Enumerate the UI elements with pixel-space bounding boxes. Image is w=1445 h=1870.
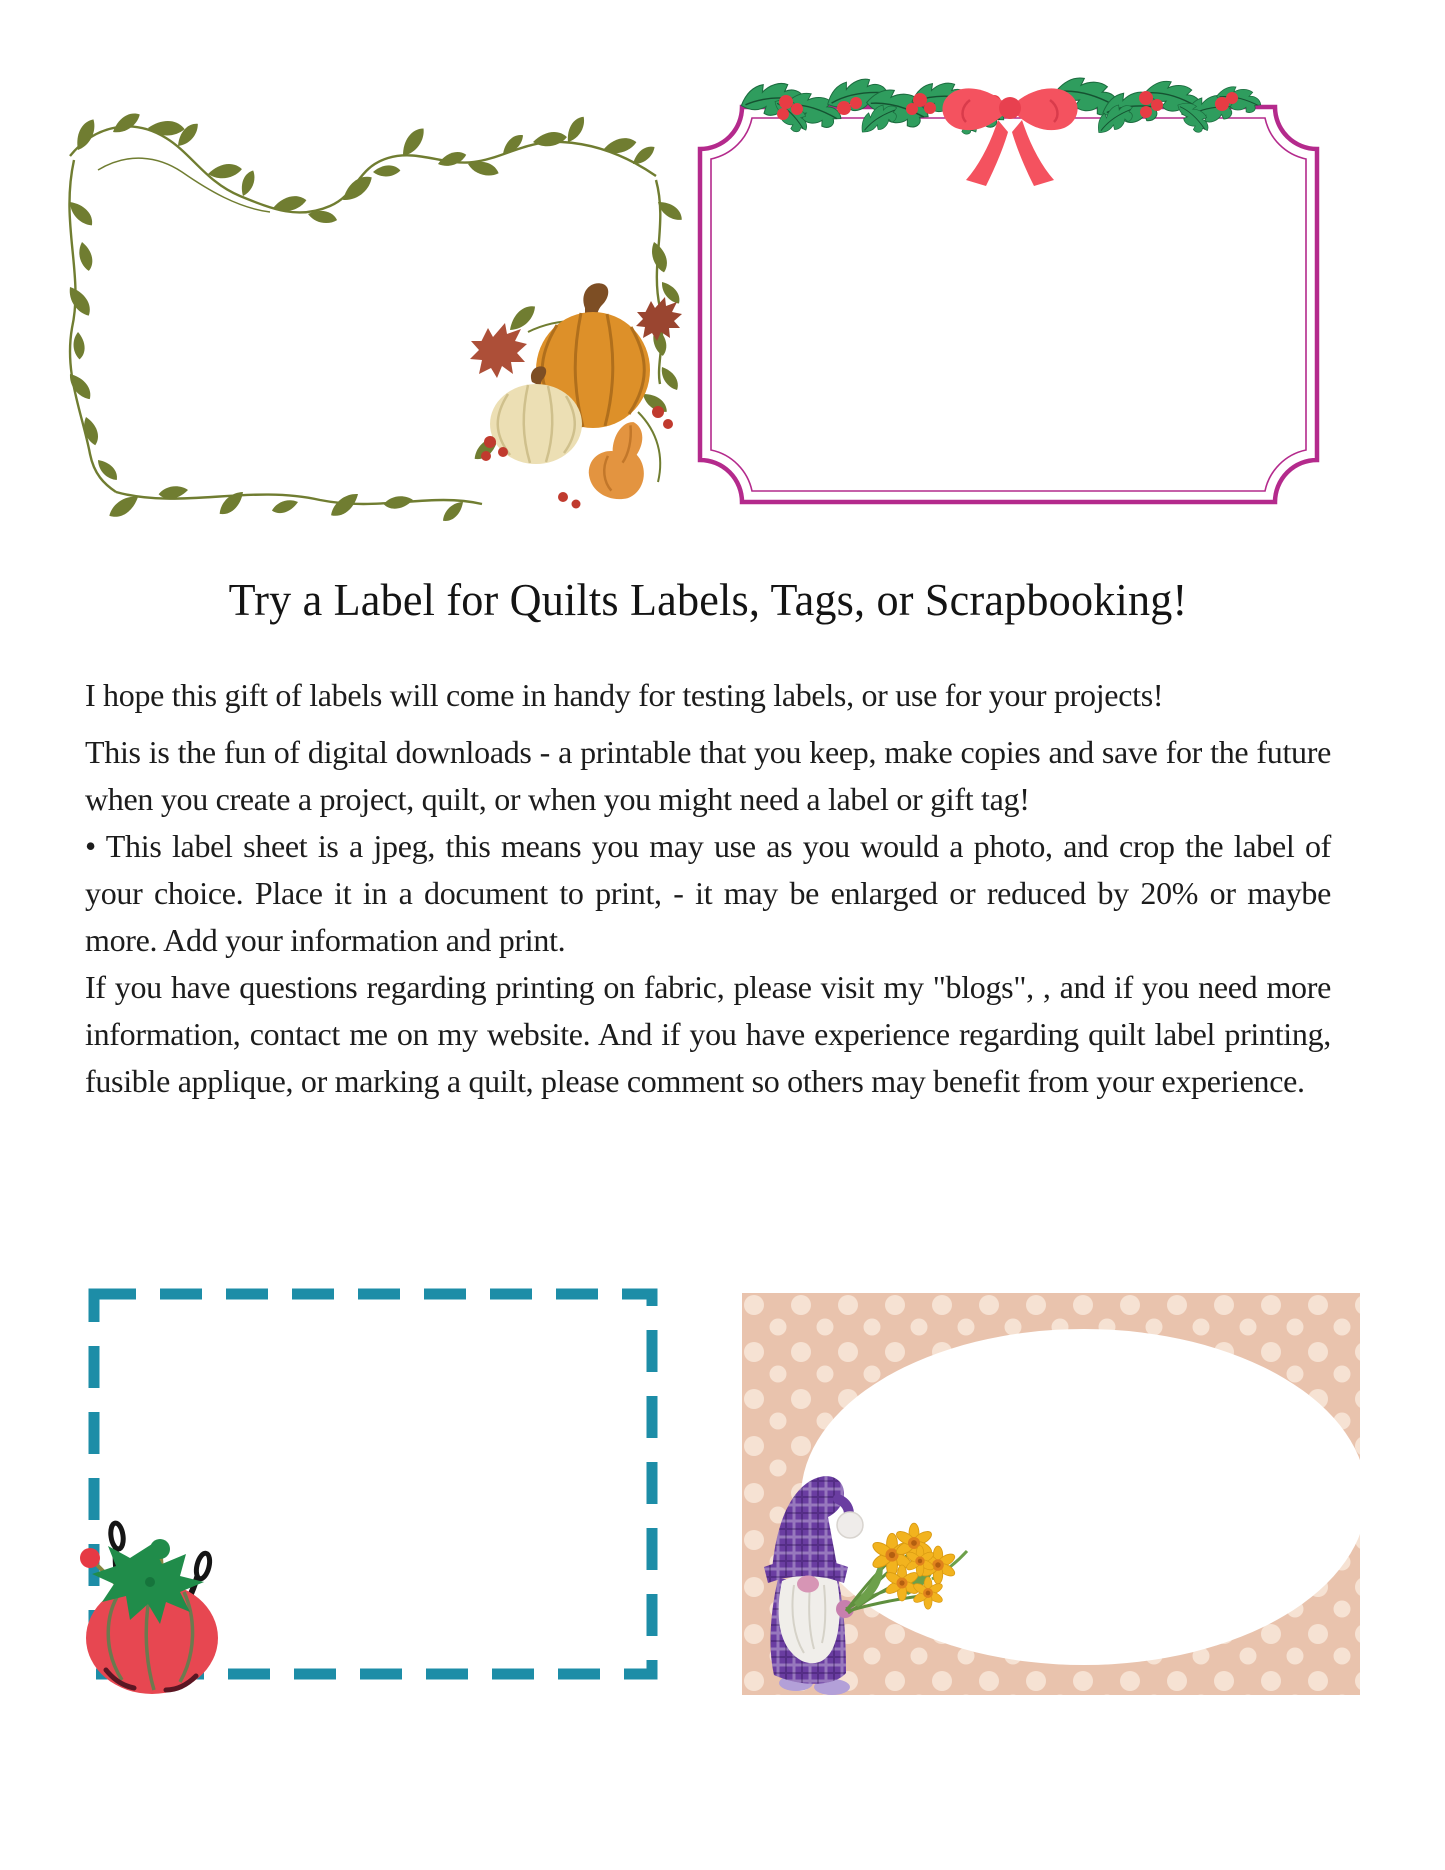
bow-icon bbox=[942, 88, 1077, 186]
pincushion-icon bbox=[80, 1522, 218, 1694]
frame-outer bbox=[700, 107, 1317, 502]
christmas-holly-label bbox=[694, 82, 1324, 512]
intro-line: I hope this gift of labels will come in handy for testing labels, or use for your projects! bbox=[85, 677, 1164, 713]
gnome-nose-icon bbox=[797, 1576, 819, 1593]
frame-inner bbox=[711, 118, 1306, 491]
sewing-pincushion-label bbox=[68, 1286, 678, 1716]
pumpkins-icon bbox=[470, 283, 682, 508]
paragraph-questions: If you have questions regarding printing on fabric, please visit my "blogs", , and if you need more information, contact me on my website. And if you have experience regarding quilt label printing, fusible applique, or marking a quilt, please comment so others may benefit from your experience. bbox=[85, 969, 1331, 1099]
paragraph-jpeg-bullet: • This label sheet is a jpeg, this means you may use as you would a photo, and crop the label of your choice. Place it in a document to print, - it may be enlarged or reduced by 20% or maybe more. Add your information and print. bbox=[85, 828, 1331, 958]
autumn-vine-pumpkins-label bbox=[58, 112, 670, 512]
holly-garland-icon bbox=[738, 72, 1262, 186]
oval-writing-area bbox=[801, 1329, 1367, 1665]
hat-pompom-icon bbox=[837, 1512, 863, 1538]
gnome-polka-label bbox=[742, 1293, 1360, 1695]
page-title: Try a Label for Quilts Labels, Tags, or Scrapbooking! bbox=[228, 574, 1188, 625]
red-pin-head-icon bbox=[80, 1548, 100, 1568]
paragraph-digital-downloads: This is the fun of digital downloads - a printable that you keep, make copies and save for the future when you create a project, quilt, or when you might need a label or gift tag! bbox=[85, 734, 1331, 817]
body-text bbox=[85, 672, 1331, 1105]
